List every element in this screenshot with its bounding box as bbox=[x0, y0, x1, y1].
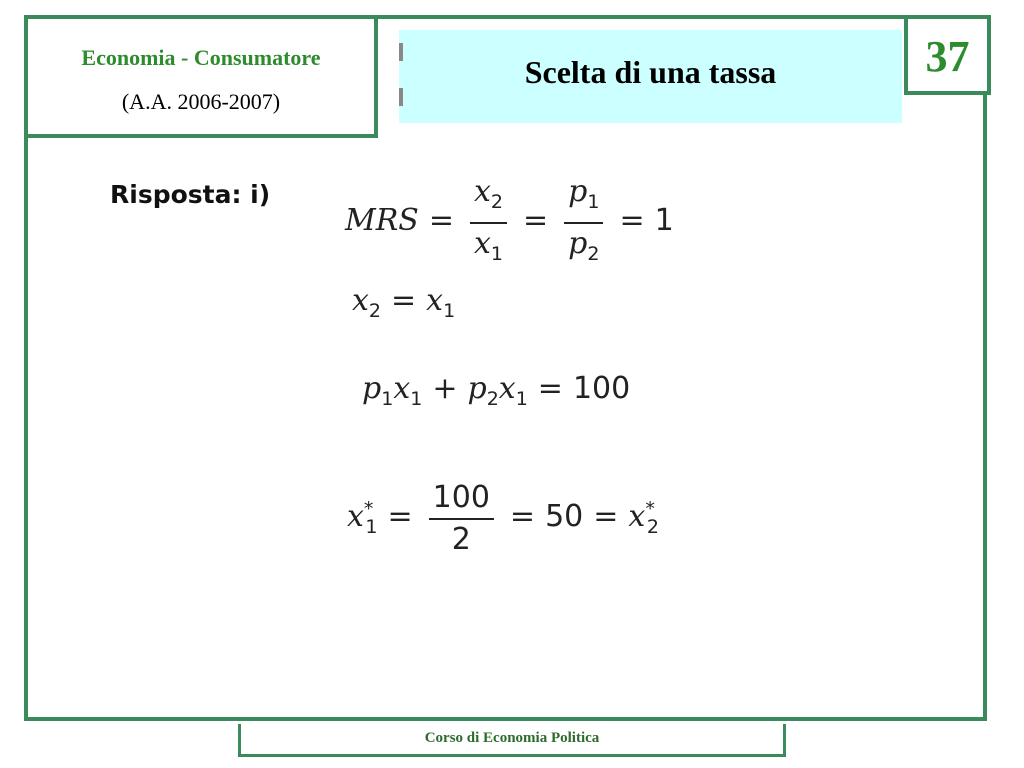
equation-optimum: $x^*_1$ = $\frac{100}{2}$ = $50 = x^*_2$ bbox=[347, 478, 659, 560]
equation-mrs: MRS = $\frac{x_2}{x_1}$ = $\frac{p_1}{p_2}$ = 1 bbox=[345, 172, 674, 274]
header-box bbox=[24, 15, 378, 138]
fraction-100-2: $\frac{100}{2}$ bbox=[429, 478, 494, 560]
fraction-x2-x1: $\frac{x_2}{x_1}$ bbox=[470, 172, 507, 274]
equation-budget: $p_1x_1 + p_2x_1 = 100$ bbox=[362, 371, 631, 410]
slide-title: Scelta di una tassa bbox=[524, 54, 777, 90]
equation-x2-equals-x1: $x_2 = x_1$ bbox=[352, 283, 456, 322]
course-title: Economia - Consumatore bbox=[81, 45, 321, 70]
slide-number-box bbox=[904, 15, 991, 95]
footer-box bbox=[238, 724, 786, 757]
fraction-p1-p2: $\frac{p_1}{p_2}$ bbox=[564, 172, 603, 274]
mrs-value: 1 bbox=[654, 202, 674, 238]
mrs-symbol: MRS bbox=[345, 202, 419, 238]
title-box bbox=[399, 30, 902, 123]
academic-year: (A.A. 2006-2007) bbox=[121, 89, 281, 114]
answer-label: Risposta: i) bbox=[110, 180, 271, 209]
slide-number: 37 bbox=[925, 32, 970, 81]
footer-course-name: Corso di Economia Politica bbox=[424, 730, 600, 746]
